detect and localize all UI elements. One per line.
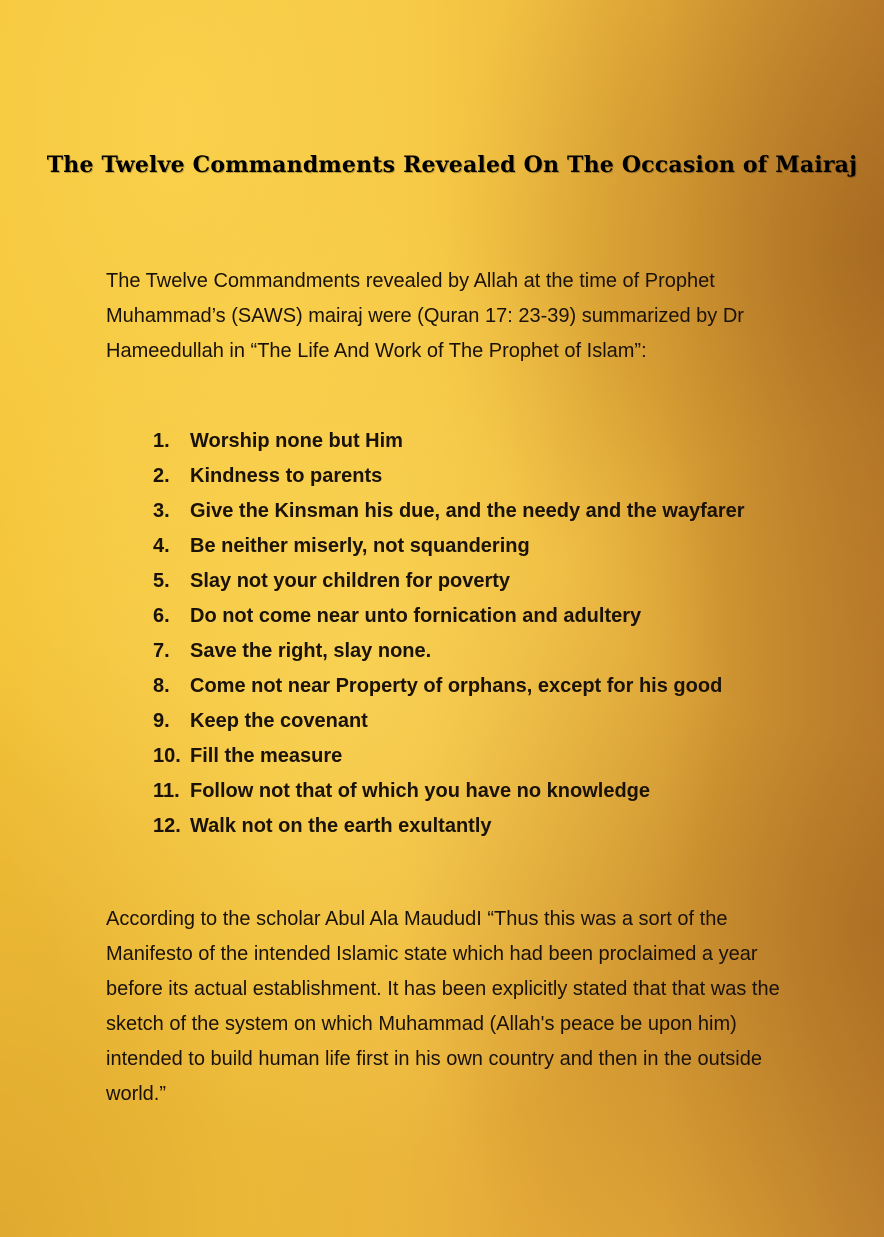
list-item-number: 10. xyxy=(153,745,181,767)
list-item-number: 2. xyxy=(153,465,170,487)
commandments-list xyxy=(106,424,806,844)
list-item-text: Be neither miserly, not squandering xyxy=(190,535,530,557)
list-item xyxy=(106,634,806,669)
list-item-text: Worship none but Him xyxy=(190,430,403,452)
list-item xyxy=(106,704,806,739)
list-item-number: 4. xyxy=(153,535,170,557)
list-item xyxy=(106,739,806,774)
list-item-text: Follow not that of which you have no knowledge xyxy=(190,780,650,802)
list-item-text: Come not near Property of orphans, except for his good xyxy=(190,675,723,697)
list-item-number: 12. xyxy=(153,815,181,837)
intro-paragraph: The Twelve Commandments revealed by Allah at the time of Prophet Muhammad’s (SAWS) mairaj were (Quran 17: 23-39) summarized by Dr Hameedullah in “The Life And Work of The Prophet of Islam”: xyxy=(106,270,744,362)
list-item xyxy=(106,529,806,564)
list-item-text: Save the right, slay none. xyxy=(190,640,432,662)
list-item-number: 7. xyxy=(153,640,170,662)
list-item-text: Fill the measure xyxy=(190,745,343,767)
list-item-text: Do not come near unto fornication and adultery xyxy=(190,605,642,627)
list-item-text: Walk not on the earth exultantly xyxy=(190,815,492,837)
list-item-number: 5. xyxy=(153,570,170,592)
list-item-number: 3. xyxy=(153,500,170,522)
list-item-number: 11. xyxy=(153,780,180,802)
list-item-number: 1. xyxy=(153,430,170,452)
list-item-text: Kindness to parents xyxy=(190,465,383,487)
list-item-text: Slay not your children for poverty xyxy=(190,570,511,592)
list-item-number: 9. xyxy=(153,710,170,732)
list-item-number: 6. xyxy=(153,605,170,627)
list-item-text: Give the Kinsman his due, and the needy and the wayfarer xyxy=(190,500,745,522)
list-item xyxy=(106,774,806,809)
page-title: The Twelve Commandments Revealed On The Occasion of Mairaj xyxy=(46,152,858,178)
list-item xyxy=(106,459,806,494)
outro-paragraph: According to the scholar Abul Ala MaududI “Thus this was a sort of the Manifesto of the intended Islamic state which had been proclaimed a year before its actual establishment. It has been explicitly stated that that was the sketch of the system on which Muhammad (Allah's peace be upon him) intended to build human life first in his own country and then in the outside world.” xyxy=(106,908,780,1105)
list-item xyxy=(106,809,806,844)
list-item xyxy=(106,599,806,634)
list-item-text: Keep the covenant xyxy=(190,710,368,732)
list-item xyxy=(106,424,806,459)
list-item xyxy=(106,564,806,599)
list-item xyxy=(106,669,806,704)
list-item xyxy=(106,494,760,529)
list-item-number: 8. xyxy=(153,675,170,697)
